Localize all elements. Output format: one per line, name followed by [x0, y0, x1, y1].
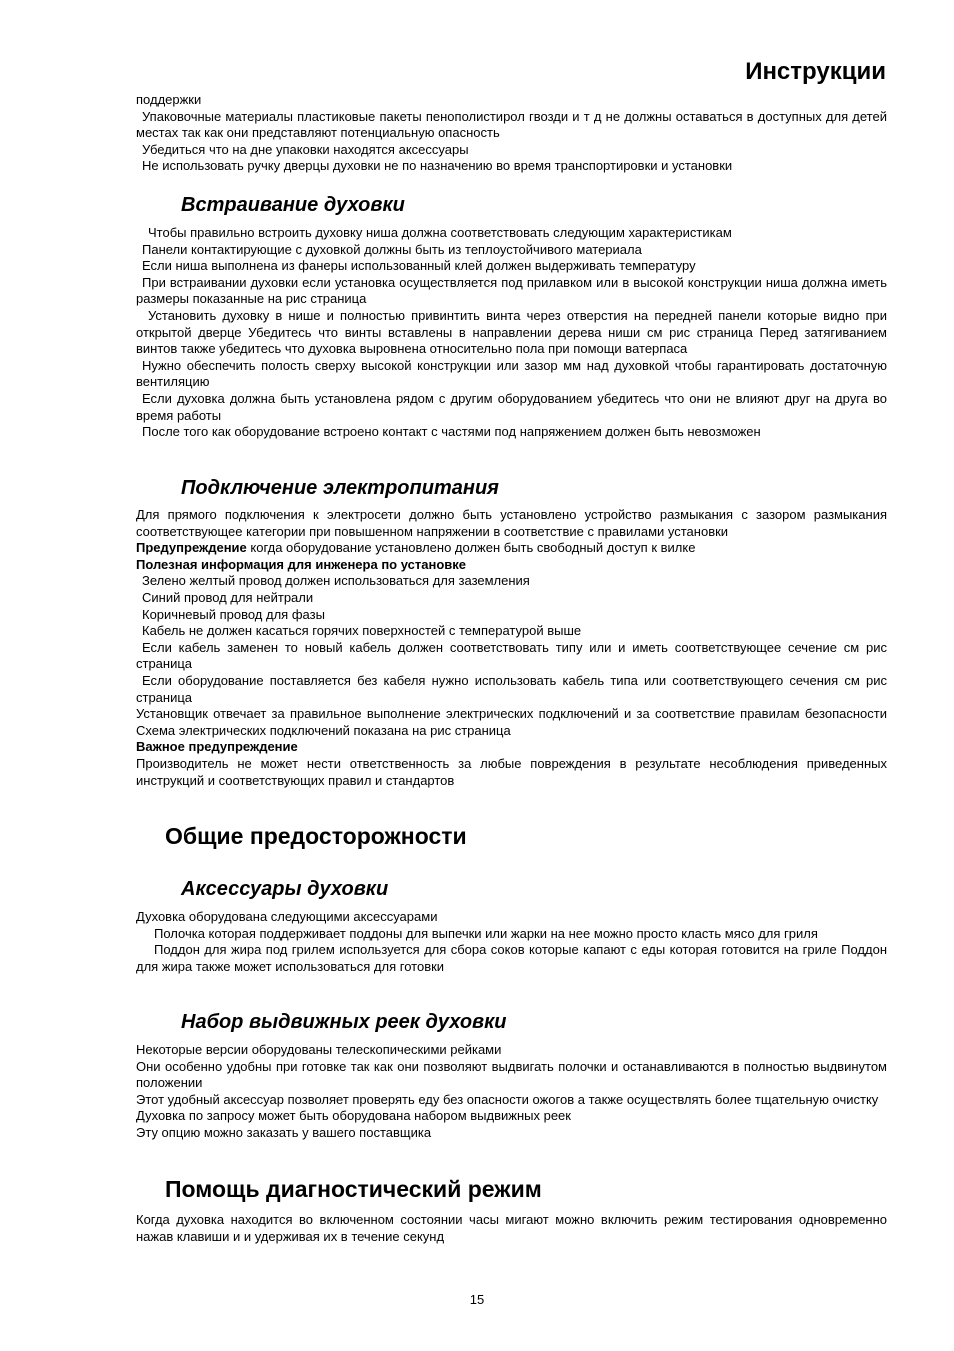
intro-block	[136, 92, 887, 175]
power-item: Зелено желтый провод должен использоваться для заземления	[142, 573, 530, 589]
important-text: Производитель не может нести ответственность за любые повреждения в результате несоблюдения приведенных инструкций и соответствующих правил и стандартов	[136, 755, 887, 788]
builtin-paragraph: Если ниша выполнена из фанеры использованный клей должен выдерживать температуру	[142, 258, 696, 274]
builtin-paragraph: После того как оборудование встроено контакт с частями под напряжением должен быть невозможен	[142, 424, 761, 440]
section-title-general: Общие предосторожности	[165, 823, 467, 849]
power-item: Если оборудование поставляется без кабеля нужно использовать кабель типа или соответствующего сечения см рис страница	[136, 672, 887, 705]
info-heading: Полезная информация для инженера по установке	[136, 556, 466, 572]
builtin-paragraph: Установить духовку в нише и полностью привинтить винта через отверстия на передней панели которые видно при открытой дверце Убедитесь что винты вставлены в направлении дерева ниши см рис страница Перед затягиванием винтов также убедитесь что духовка выровнена относительно пола при помощи ватерпаса	[136, 307, 887, 357]
power-block	[136, 507, 887, 789]
builtin-paragraph: Чтобы правильно встроить духовку ниша должна соответствовать следующим характеристикам	[148, 225, 732, 240]
section-title-builtin: Встраивание духовки	[181, 194, 405, 216]
warning-label: Предупреждение	[136, 540, 247, 556]
installer-paragraph: Установщик отвечает за правильное выполнение электрических подключений и за соответствие правилам безопасности Схема электрических подключений показана на рис страница	[136, 706, 887, 738]
rails-paragraph: Духовка по запросу может быть оборудована набором выдвижных реек	[136, 1108, 571, 1124]
power-paragraph: Для прямого подключения к электросети должно быть установлено устройство размыкания с зазором размыкания соответствующее категории при повышенном напряжении в соответствие с правилами установки	[136, 507, 887, 539]
rails-paragraph: Некоторые версии оборудованы телескопическими рейками	[136, 1042, 502, 1057]
power-item: Если кабель заменен то новый кабель должен соответствовать типу или и иметь соответствующее сечение см рис страница	[136, 639, 887, 672]
section-title-power: Подключение электропитания	[181, 477, 499, 499]
builtin-paragraph: Панели контактирующие с духовкой должны быть из теплоустойчивого материала	[142, 241, 642, 257]
accessories-paragraph: Духовка оборудована следующими аксессуарами	[136, 909, 438, 924]
section-title-diagnostic: Помощь диагностический режим	[165, 1176, 542, 1202]
rails-paragraph: Они особенно удобны при готовке так как они позволяют выдвигать полочки и останавливаются в полностью выдвинутом положении	[136, 1058, 887, 1091]
accessories-paragraph: Поддон для жира под грилем используется для сбора соков которые капают с еды которая готовится на гриле Поддон для жира также может использоваться для готовки	[136, 942, 887, 974]
intro-line: поддержки	[136, 92, 202, 107]
intro-paragraph: Не использовать ручку дверцы духовки не по назначению во время транспортировки и установки	[142, 158, 733, 174]
page-header-title: Инструкции	[745, 58, 886, 85]
important-label: Важное предупреждение	[136, 739, 298, 755]
power-item: Коричневый провод для фазы	[142, 606, 325, 622]
accessories-block	[136, 909, 887, 975]
intro-paragraph: Убедиться что на дне упаковки находятся аксессуары	[142, 141, 469, 157]
builtin-paragraph: Нужно обеспечить полость сверху высокой конструкции или зазор мм над духовкой чтобы гарантировать достаточную вентиляцию	[136, 357, 887, 390]
rails-paragraph: Эту опцию можно заказать у вашего поставщика	[136, 1124, 432, 1140]
power-item: Кабель не должен касаться горячих поверхностей с температурой выше	[142, 623, 582, 639]
builtin-block	[136, 225, 887, 441]
rails-block	[136, 1042, 887, 1142]
power-item: Синий провод для нейтрали	[142, 589, 314, 605]
diagnostic-paragraph: Когда духовка находится во включенном состоянии часы мигают можно включить режим тестирования одновременно нажав клавиши и и удерживая их в течение секунд	[136, 1212, 887, 1244]
builtin-paragraph: Если духовка должна быть установлена рядом с другим оборудованием убедитесь что они не влияют друг на друга во время работы	[136, 390, 887, 423]
section-title-rails: Набор выдвижных реек духовки	[181, 1011, 507, 1033]
warning-paragraph	[136, 540, 887, 557]
rails-paragraph: Этот удобный аксессуар позволяет проверять еду без опасности ожогов а также осуществлять более тщательную очистку	[136, 1091, 879, 1107]
diagnostic-block	[136, 1212, 887, 1245]
warning-text: когда оборудование установлено должен быть свободный доступ к вилке	[246, 540, 696, 556]
builtin-paragraph: При встраивании духовки если установка осуществляется под прилавком или в высокой конструкции ниша должна иметь размеры показанные на рис страница	[136, 274, 887, 307]
section-title-accessories: Аксессуары духовки	[181, 878, 389, 900]
intro-paragraph: Упаковочные материалы пластиковые пакеты пенополистирол гвозди и т д не должны оставаться в доступных для детей местах так как они представляют потенциальную опасность	[136, 108, 887, 141]
accessories-paragraph: Полочка которая поддерживает поддоны для выпечки или жарки на нее можно просто класть мясо для гриля	[154, 925, 818, 941]
page-number: 15	[469, 1292, 485, 1307]
